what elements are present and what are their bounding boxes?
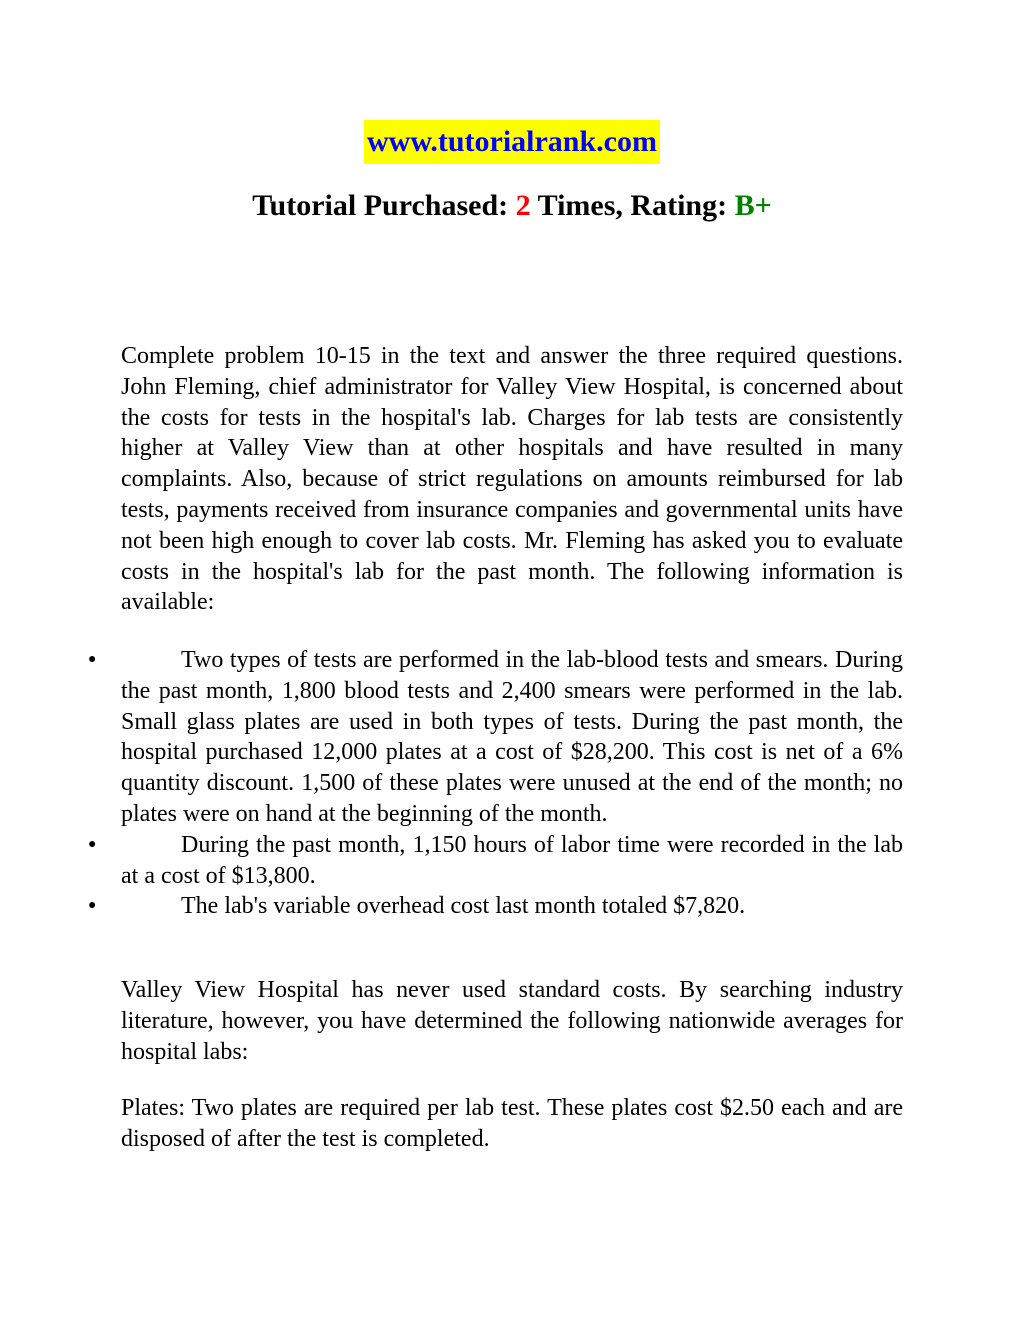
purchased-label: Tutorial Purchased: <box>252 189 516 222</box>
bullet-text: During the past month, 1,150 hours of labor time were recorded in the lab at a cost of $13,800. <box>121 831 903 889</box>
plates-paragraph: Plates: Two plates are required per lab test. These plates cost $2.50 each and are disposed of after the test is completed. <box>121 1095 903 1152</box>
intro-section <box>121 341 903 618</box>
site-link[interactable]: www.tutorialrank.com <box>364 120 660 164</box>
site-link-container <box>0 120 1024 164</box>
bullet-text: Two types of tests are performed in the lab-blood tests and smears. During the past month, 1,800 blood tests and 2,400 smears were performed in the lab. Small glass plates are used in both types of tests. During the past month, the hospital purchased 12,000 plates at a cost of $28,200. This cost is net of a 6% quantity discount. 1,500 of these plates were unused at the end of the month; no plates were on hand at the beginning of the month. <box>121 647 903 827</box>
rating-label: Times, Rating: <box>530 189 735 222</box>
purchase-info <box>0 186 1024 226</box>
bullet-icon: ● <box>88 652 97 667</box>
plates-section <box>121 1093 903 1155</box>
rating-value: B+ <box>734 189 772 222</box>
purchase-count: 2 <box>515 189 531 222</box>
intro-paragraph: Complete problem 10-15 in the text and answer the three required questions. John Fleming, chief administrator for Valley View Hospital, is concerned about the costs for tests in the hospital's lab. Charges for lab tests are consistently higher at Valley View than at other hospitals and have resulted in many complaints. Also, because of strict regulations on amounts reimbursed for lab tests, payments received from insurance companies and governmental units have not been high enough to cover lab costs. Mr. Fleming has asked you to evaluate costs in the hospital's lab for the past month. The following information is available: <box>121 343 903 616</box>
list-item <box>88 830 903 892</box>
list-item <box>88 891 903 922</box>
nationwide-section <box>121 975 903 1067</box>
info-bullet-list <box>88 645 903 922</box>
bullet-icon: ● <box>88 836 97 852</box>
list-item <box>88 645 903 830</box>
nationwide-paragraph: Valley View Hospital has never used standard costs. By searching industry literature, however, you have determined the following nationwide averages for hospital labs: <box>121 977 903 1065</box>
bullet-icon: ● <box>88 898 97 914</box>
bullet-text: The lab's variable overhead cost last month totaled $7,820. <box>181 893 746 920</box>
